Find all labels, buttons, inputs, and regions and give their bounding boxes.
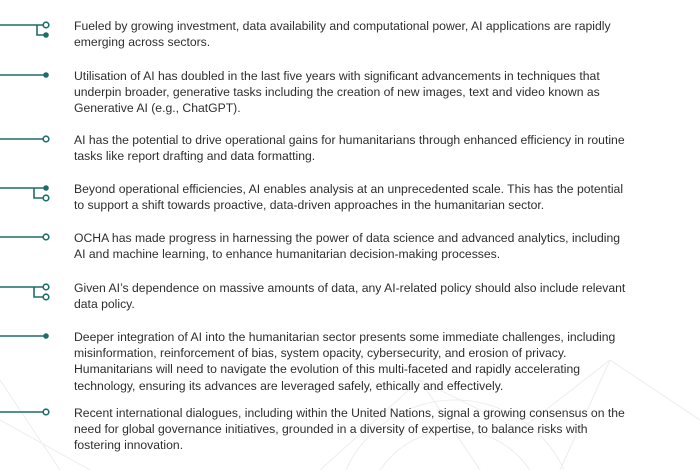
line-circle-icon: [0, 135, 60, 145]
line-dot-icon: [0, 332, 60, 342]
key-point-text: Deeper integration of AI into the humanitarian sector presents some immediate challenges, including misinformation, reinforcement of bias, system opacity, cybersecurity, and erosion of privacy. Humanitarians will need to navigate the evolution of this multi-faceted and rapidly accelerating technology, ensuring its advances are leveraged safely, ethically and effectively.: [74, 330, 616, 393]
branch-up-icon: [0, 21, 60, 41]
line-circle-icon: [0, 233, 60, 243]
line-dot-icon: [0, 71, 60, 81]
key-point-text: Beyond operational efficiencies, AI enables analysis at an unprecedented scale. This has the potential to support a shift towards proactive, data-driven approaches in the humanitarian sector.: [74, 182, 624, 213]
key-point-text: OCHA has made progress in harnessing the power of data science and advanced analytics, including AI and machine learning, to enhance humanitarian decision-making processes.: [74, 231, 621, 262]
key-point-text: Given AI’s dependence on massive amounts of data, any AI-related policy should also include relevant data policy.: [74, 281, 626, 312]
key-point-text: Utilisation of AI has doubled in the last five years with significant advancements in techniques that underpin broader, generative tasks including the creation of new images, text and video known as Generative AI (e.g., ChatGPT).: [74, 69, 600, 116]
branch-down-icon: [0, 283, 60, 303]
key-point-text: Recent international dialogues, including within the United Nations, signal a growing consensus on the need for global governance initiatives, grounded in a diversity of expertise, to balance risks with fostering innovation.: [74, 406, 625, 453]
key-point-text: AI has the potential to drive operational gains for humanitarians through enhanced efficiency in routine tasks like report drafting and data formatting.: [74, 133, 625, 164]
branch-down-icon: [0, 184, 60, 204]
line-circle-icon: [0, 408, 60, 418]
key-point-text: Fueled by growing investment, data availability and computational power, AI applications are rapidly emerging across sectors.: [74, 19, 611, 50]
